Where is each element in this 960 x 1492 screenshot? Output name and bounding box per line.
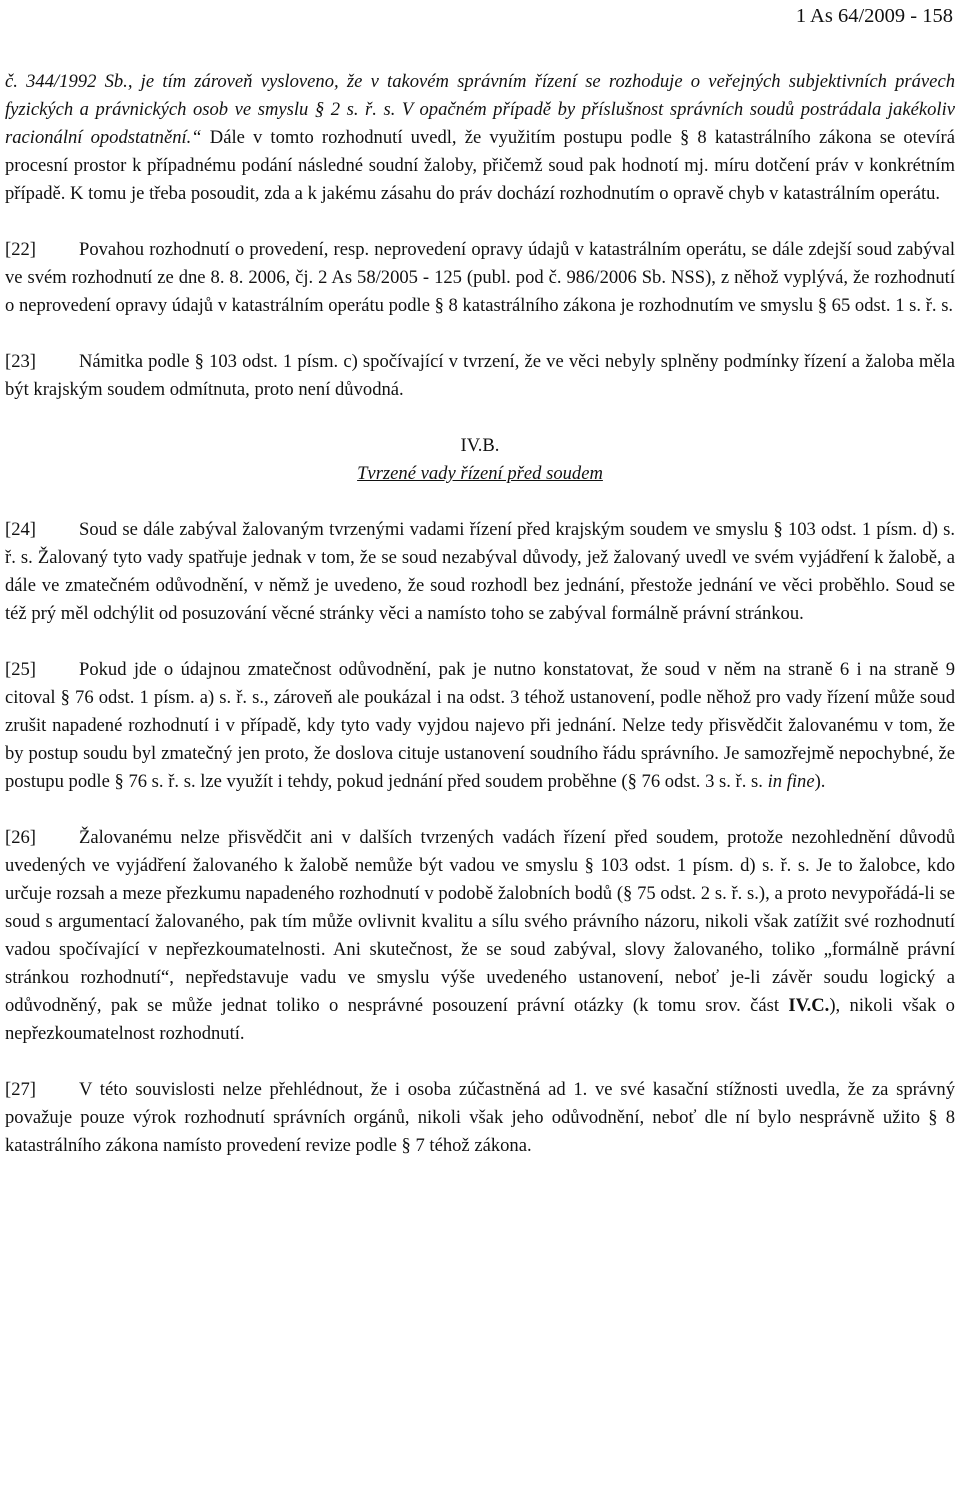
paragraph-number: [25] <box>5 659 36 680</box>
intro-italic-quote: č. 344/1992 Sb., je tím zároveň vysloveno, že v takovém správním řízení se rozhoduje o veřejných subjektivních právech fyzických a právnických osob ve smyslu § 2 s. ř. s. V opačném případě by příslušnost správních soudů postrádala jakékoliv racionální opodstatnění.“ <box>5 71 955 148</box>
paragraph-text: Soud se dále zabýval žalovaným tvrzenými vadami řízení před krajským soudem ve smyslu § 103 odst. 1 písm. d) s. ř. s. Žalovaný tyto vady spatřuje jednak v tom, že se soud nezabýval důvody, jež žalovaný uvedl ve svém vyjádření k žalobě, a dále ve zmatečném odůvodnění, v němž je uvedeno, že soud rozhodl bez jednání, přestože jednání ve věci proběhlo. Soud se též prý měl odchýlit od posuzování věcné stránky věci a namísto toho se zabýval formálně právní stránkou. <box>5 519 955 624</box>
paragraph-27 <box>5 1076 955 1160</box>
paragraph-text: Povahou rozhodnutí o provedení, resp. neprovedení opravy údajů v katastrálním operátu, se dále zdejší soud zabýval ve svém rozhodnutí ze dne 8. 8. 2006, čj. 2 As 58/2005 - 125 (publ. pod č. 986/2006 Sb. NSS), z něhož vyplývá, že rozhodnutí o neprovedení opravy údajů v katastrálním operátu podle § 8 katastrálního zákona je rozhodnutím ve smyslu § 65 odst. 1 s. ř. s. <box>5 239 955 316</box>
paragraph-text-end: ). <box>814 771 826 792</box>
section-number: IV.B. <box>460 435 500 456</box>
intro-paragraph <box>5 68 955 208</box>
paragraph-number: [23] <box>5 351 36 372</box>
paragraph-23 <box>5 348 955 404</box>
section-reference: IV.C. <box>788 995 830 1016</box>
paragraph-text: Žalovanému nelze přisvědčit ani v dalších tvrzených vadách řízení před soudem, protože nezohlednění důvodů uvedených ve vyjádření žalovaného k žalobě nemůže být vadou ve smyslu § 103 odst. 1 písm. d) s. ř. s. Je to žalobce, kdo určuje rozsah a meze přezkumu napadeného rozhodnutí v podobě žalobních bodů (§ 75 odst. 2 s. ř. s.), a proto nevypořádá-li se soud s argumentací žalovaného, pak tím může ovlivnit kvalitu a sílu svého právního názoru, nikoli však zatížit své rozhodnutí vadou spočívající v nepřezkoumatelnosti. Ani skutečnost, že se soud zabýval, slovy žalovaného, toliko „formálně právní stránkou rozhodnutí“, nepředstavuje vadu ve smyslu výše uvedeného ustanovení, neboť je-li závěr soudu logický a odůvodněný, pak se může jednat toliko o nesprávné posouzení právní otázky (k tomu srov. část <box>5 827 955 1016</box>
paragraph-24 <box>5 516 955 628</box>
paragraph-text-end: ), nikoli však o nepřezkoumatelnost rozhodnutí. <box>5 995 955 1044</box>
section-title-line <box>5 460 955 488</box>
paragraph-26 <box>5 824 955 1048</box>
section-title: Tvrzené vady řízení před soudem <box>357 463 603 484</box>
paragraph-italic-term: in fine <box>767 771 815 792</box>
case-number-header: 1 As 64/2009 - 158 <box>795 5 953 27</box>
paragraph-text: V této souvislosti nelze přehlédnout, že i osoba zúčastněná ad 1. ve své kasační stížnosti uvedla, že za správný považuje pouze výrok rozhodnutí správních orgánů, nikoli však jeho odůvodnění, neboť dle ní bylo nesprávně užito § 8 katastrálního zákona namísto provedení revize podle § 7 téhož zákona. <box>5 1079 955 1156</box>
intro-text: Dále v tomto rozhodnutí uvedl, že využitím postupu podle § 8 katastrálního zákona se otevírá procesní prostor k případnému podání následné soudní žaloby, přičemž soud pak hodnotí mj. míru dotčení práv v konkrétním případě. K tomu je třeba posoudit, zda a k jakému zásahu do práv dochází rozhodnutím o opravě chyb v katastrálním operátu. <box>5 127 955 204</box>
paragraph-22 <box>5 236 955 320</box>
paragraph-number: [24] <box>5 519 36 540</box>
paragraph-number: [26] <box>5 827 36 848</box>
paragraph-number: [27] <box>5 1079 36 1100</box>
paragraph-number: [22] <box>5 239 36 260</box>
paragraph-text: Námitka podle § 103 odst. 1 písm. c) spočívající v tvrzení, že ve věci nebyly splněny podmínky řízení a žaloba měla být krajským soudem odmítnuta, proto není důvodná. <box>5 351 955 400</box>
paragraph-text: Pokud jde o údajnou zmatečnost odůvodnění, pak je nutno konstatovat, že soud v něm na straně 6 i na straně 9 citoval § 76 odst. 1 písm. a) s. ř. s., zároveň ale poukázal i na odst. 3 téhož ustanovení, podle něhož pro vady řízení může soud zrušit napadené rozhodnutí i v případě, kdy tyto vady vyjdou najevo při jednání. Nelze tedy přisvědčit žalovanému v tom, že by postup soudu byl zmatečný jen proto, že doslova cituje ustanovení soudního řádu správního. Je samozřejmě nepochybné, že postupu podle § 76 s. ř. s. lze využít i tehdy, pokud jednání před soudem proběhne (§ 76 odst. 3 s. ř. s. <box>5 659 955 792</box>
paragraph-25 <box>5 656 955 796</box>
document-page <box>5 0 955 1160</box>
